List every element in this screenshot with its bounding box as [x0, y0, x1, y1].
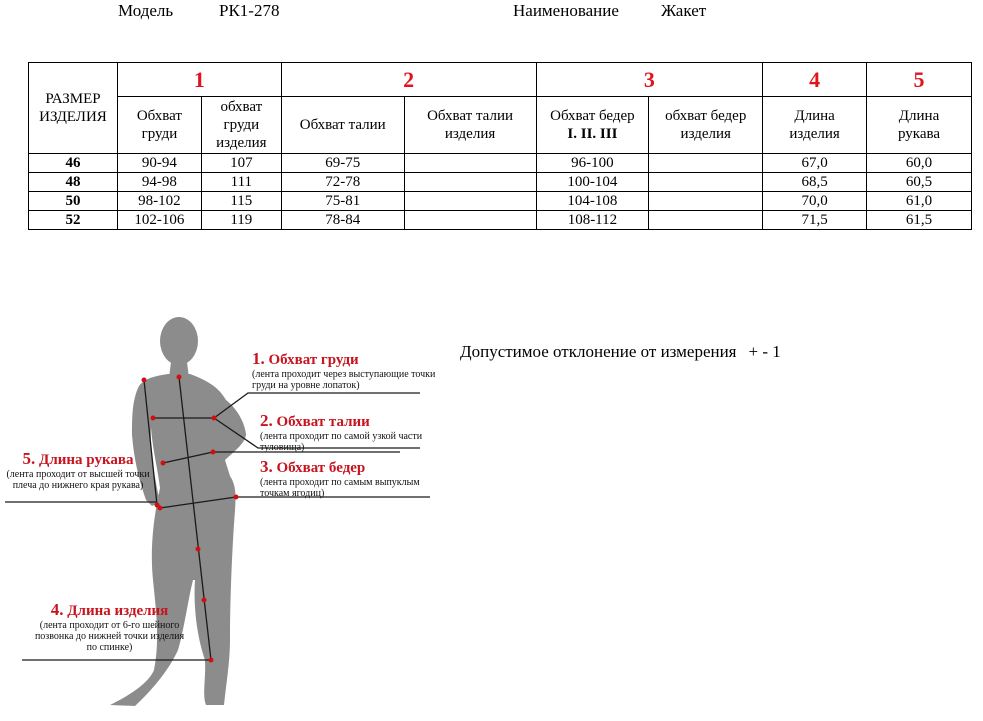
cell-chest-item: 107 [201, 154, 281, 173]
col-hip [536, 97, 649, 154]
col-chest-item [201, 97, 281, 154]
cell-chest: 102-106 [117, 211, 201, 230]
cell-hip: 96-100 [536, 154, 649, 173]
cell-hip: 100-104 [536, 173, 649, 192]
col-chest [117, 97, 201, 154]
group-number-5: 5 [867, 63, 972, 97]
measure-desc: (лента проходит через выступающие точки груди на уровне лопаток) [252, 369, 436, 391]
col-waist: Обхват талии [281, 97, 404, 154]
table-row [29, 192, 972, 211]
cell-length: 71,5 [763, 211, 867, 230]
cell-length: 70,0 [763, 192, 867, 211]
col-hip-sub: I. II. III [567, 126, 618, 142]
measure-title: Обхват груди [268, 352, 359, 368]
measure-num: 2. [260, 411, 273, 430]
row-size: 50 [29, 192, 118, 211]
col-length [763, 97, 867, 154]
measure-label-hip [260, 457, 450, 499]
measure-label-waist [260, 411, 440, 453]
cell-length: 68,5 [763, 173, 867, 192]
measure-desc: (лента проходит по самой узкой части туловища) [260, 431, 423, 453]
cell-sleeve: 60,5 [867, 173, 972, 192]
cell-waist: 75-81 [281, 192, 404, 211]
table-row [29, 154, 972, 173]
tolerance-label: Допустимое отклонение от измерения [460, 342, 737, 361]
row-size: 48 [29, 173, 118, 192]
col-hip-item: обхват бедер изделия [649, 97, 763, 154]
col-chest-item-label: обхват груди изделия [216, 99, 267, 151]
cell-chest-item: 111 [201, 173, 281, 192]
tolerance-value: + - 1 [748, 342, 781, 361]
measure-title: Длина изделия [67, 603, 169, 619]
cell-hip-item [649, 192, 763, 211]
measure-desc: (лента проходит от 6-го шейного позвонка до нижней точки изделия по спинке) [34, 620, 185, 653]
group-number-4: 4 [763, 63, 867, 97]
cell-waist: 72-78 [281, 173, 404, 192]
measure-title: Обхват бедер [276, 460, 366, 476]
col-sleeve-label: Длина рукава [897, 108, 941, 142]
cell-chest: 94-98 [117, 173, 201, 192]
cell-sleeve: 60,0 [867, 154, 972, 173]
model-value: РК1-278 [219, 1, 280, 20]
cell-hip: 108-112 [536, 211, 649, 230]
col-length-label: Длина изделия [789, 108, 840, 142]
measure-num: 1. [252, 349, 265, 368]
cell-hip-item [649, 173, 763, 192]
row-size: 52 [29, 211, 118, 230]
cell-chest: 90-94 [117, 154, 201, 173]
cell-hip-item [649, 211, 763, 230]
col-hip-label: Обхват бедер [550, 108, 635, 124]
cell-hip-item [649, 154, 763, 173]
cell-waist-item [404, 192, 536, 211]
group-number-2: 2 [281, 63, 536, 97]
measure-desc: (лента проходит по самым выпуклым точкам ягодиц) [260, 477, 420, 499]
size-table [28, 62, 972, 230]
measure-label-length [32, 600, 187, 653]
group-number-1: 1 [117, 63, 281, 97]
cell-waist: 78-84 [281, 211, 404, 230]
measure-label-sleeve [6, 449, 150, 491]
cell-sleeve: 61,5 [867, 211, 972, 230]
model-label: Модель [118, 1, 174, 20]
name-label: Наименование [513, 1, 619, 20]
cell-sleeve: 61,0 [867, 192, 972, 211]
cell-waist-item [404, 154, 536, 173]
table-row [29, 211, 972, 230]
cell-waist-item [404, 173, 536, 192]
col-waist-item [404, 97, 536, 154]
group-number-3: 3 [536, 63, 763, 97]
size-header: РАЗМЕР ИЗДЕЛИЯ [29, 63, 118, 154]
measure-title: Обхват талии [276, 414, 370, 430]
col-sleeve [867, 97, 972, 154]
cell-chest: 98-102 [117, 192, 201, 211]
cell-chest-item: 119 [201, 211, 281, 230]
tolerance-note [460, 342, 781, 362]
cell-waist-item [404, 211, 536, 230]
cell-chest-item: 115 [201, 192, 281, 211]
cell-hip: 104-108 [536, 192, 649, 211]
measure-num: 4. [50, 600, 64, 619]
cell-length: 67,0 [763, 154, 867, 173]
measure-label-chest [252, 349, 447, 391]
col-chest-label: Обхват груди [136, 108, 182, 142]
cell-waist: 69-75 [281, 154, 404, 173]
col-waist-item-label: Обхват талии изделия [427, 108, 514, 142]
name-value: Жакет [661, 1, 707, 20]
measure-num: 3. [260, 457, 273, 476]
measure-num: 5. [22, 449, 36, 468]
table-row [29, 173, 972, 192]
measure-desc: (лента проходит от высшей точки плеча до нижнего края рукава) [6, 469, 150, 491]
measure-title: Длина рукава [39, 452, 134, 468]
row-size: 46 [29, 154, 118, 173]
